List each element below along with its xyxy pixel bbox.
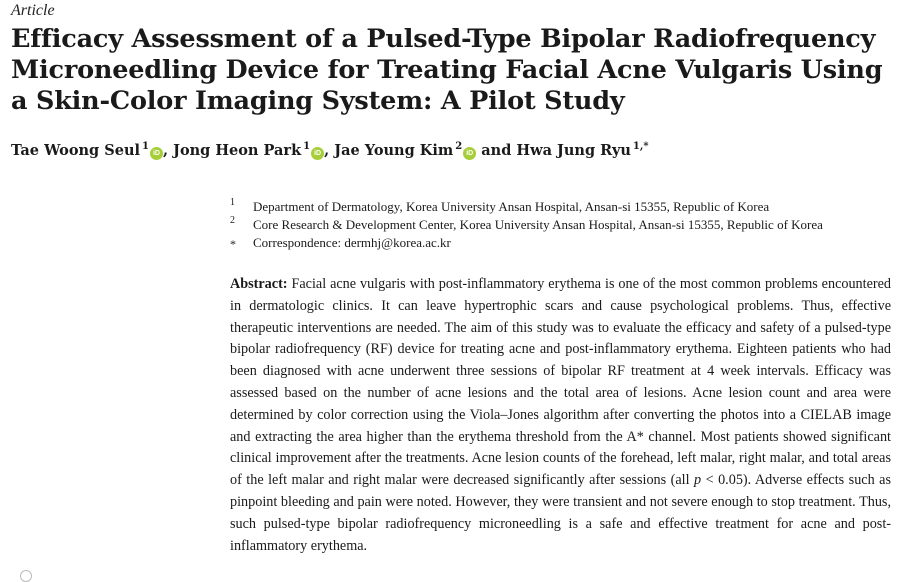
orcid-icon[interactable]: iD (463, 147, 476, 160)
paper-title: Efficacy Assessment of a Pulsed-Type Bipolar Radiofrequency Microneedling Device for Treating Facial Acne Vulgaris Using a Skin-Color Imaging System: A Pilot Study (11, 24, 883, 116)
author-4[interactable]: Hwa Jung Ryu $^{1,*}$ (516, 141, 649, 159)
author-list: Tae Woong Seul $^1$iD , Jong Heon Park $^1$iD , Jae Young Kim $^2$iD and Hwa Jung Ryu $^{1,*}$ (11, 141, 649, 159)
orcid-icon[interactable]: iD (311, 147, 324, 160)
author-3[interactable]: Jae Young Kim $^2$ (334, 141, 463, 159)
affiliation-1: 1 Department of Dermatology, Korea University Ansan Hospital, Ansan-si 15355, Republic of Korea (230, 197, 770, 214)
correspondence[interactable]: * Correspondence: dermhj@korea.ac.kr (230, 235, 451, 251)
orcid-icon[interactable]: iD (150, 147, 163, 160)
page-corner-mark (20, 570, 32, 582)
affiliations (230, 198, 900, 252)
article-type: Article (11, 2, 55, 19)
abstract-label: Abstract: (230, 276, 288, 292)
author-2[interactable]: Jong Heon Park $^1$ (173, 141, 311, 159)
author-1[interactable]: Tae Woong Seul $^1$ (11, 141, 149, 159)
abstract: Abstract: Facial acne vulgaris with post-inflammatory erythema is one of the most common problems encountered in dermatologic clinics. It can leave hypertrophic scars and cause psychological problems. Thus, effective therapeutic interventions are needed. The aim of this study was to evaluate the efficacy and safety of a pulsed-type bipolar radiofrequency (RF) device for treating acne and post-inflammatory erythema. Eighteen patients who had been diagnosed with acne underwent three sessions of bipolar RF treatment at 4 week intervals. Efficacy was assessed based on the number of acne lesions and the total area of lesions. Acne lesion count and area were determined by color correction using the Viola–Jones algorithm after converting the photos into a CIELAB image and extracting the area higher than the erythema threshold from the A* channel. Most patients showed significant clinical improvement after the treatments. Acne lesion counts of the forehead, left malar, right malar, and total areas of the left malar and right malar were decreased significantly after sessions (all p < 0.05). Adverse effects such as pinpoint bleeding and pain were noted. However, they were transient and not severe enough to stop treatment. Thus, such pulsed-type bipolar radiofrequency microneedling is a safe and effective treatment for acne and post-inflammatory erythema. (230, 276, 892, 554)
affiliation-2: 2 Core Research & Development Center, Korea University Ansan Hospital, Ansan-si 15355, Republic of Korea (230, 215, 823, 232)
